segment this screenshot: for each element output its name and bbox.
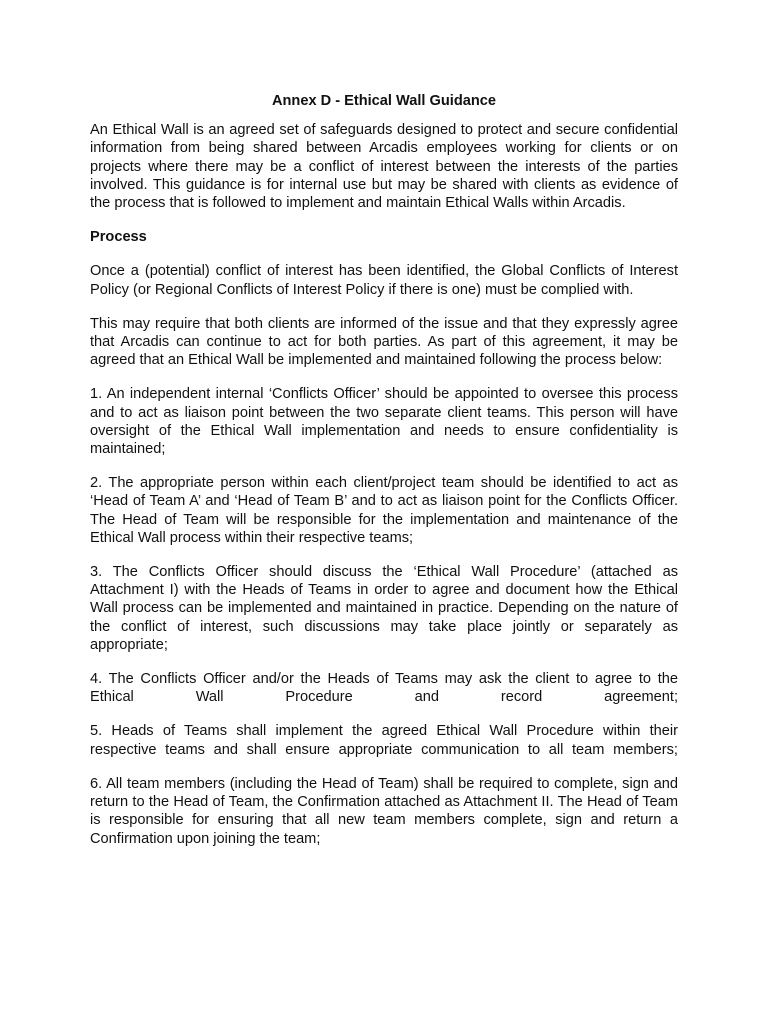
process-paragraph-2: This may require that both clients are informed of the issue and that they expressly agree that Arcadis can continue to act for both parties. As part of this agreement, it may be agreed that an Ethical Wall be implemented and maintained following the process below: bbox=[90, 315, 678, 369]
step-3-paragraph: 3. The Conflicts Officer should discuss the ‘Ethical Wall Procedure’ (attached as Attachment I) with the Heads of Teams in order to agree and document how the Ethical Wall process can be implemented and maintained in practice. Depending on the nature of the conflict of interest, such discussions may take place jointly or separately as appropriate; bbox=[90, 564, 678, 653]
step-1-paragraph: 1. An independent internal ‘Conflicts Officer’ should be appointed to oversee this process and to act as liaison point between the two separate client teams. This person will have oversight of the Ethical Wall implementation and needs to ensure confidentiality is maintained; bbox=[90, 386, 678, 458]
document-title: Annex D - Ethical Wall Guidance bbox=[271, 93, 497, 109]
step-5-paragraph: 5. Heads of Teams shall implement the agreed Ethical Wall Procedure within their respective teams and shall ensure appropriate communication to all team members; bbox=[90, 723, 678, 758]
step-6-paragraph: 6. All team members (including the Head of Team) shall be required to complete, sign and return to the Head of Team, the Confirmation attached as Attachment II. The Head of Team is responsible for ensuring that all new team members complete, sign and return a Confirmation upon joining the team; bbox=[90, 775, 678, 847]
process-heading: Process bbox=[90, 229, 147, 246]
step-4-paragraph: 4. The Conflicts Officer and/or the Heads of Teams may ask the client to agree to the Ethical Wall Procedure and record agreement; bbox=[90, 671, 678, 706]
step-2-paragraph: 2. The appropriate person within each client/project team should be identified to act as ‘Head of Team A’ and ‘Head of Team B’ and to act as liaison point for the Conflicts Officer. The Head of Team will be responsible for the implementation and maintenance of the Ethical Wall process within their respective teams; bbox=[90, 475, 678, 546]
process-paragraph-1: Once a (potential) conflict of interest has been identified, the Global Conflicts of Interest Policy (or Regional Conflicts of Interest Policy if there is one) must be complied with. bbox=[90, 263, 678, 298]
intro-paragraph: An Ethical Wall is an agreed set of safeguards designed to protect and secure confidential information from being shared between Arcadis employees working for clients or on projects where there may be a conflict of interest between the interests of the parties involved. This guidance is for internal use but may be shared with clients as evidence of the process that is followed to implement and maintain Ethical Walls within Arcadis. bbox=[90, 122, 678, 212]
document-page bbox=[90, 92, 678, 864]
